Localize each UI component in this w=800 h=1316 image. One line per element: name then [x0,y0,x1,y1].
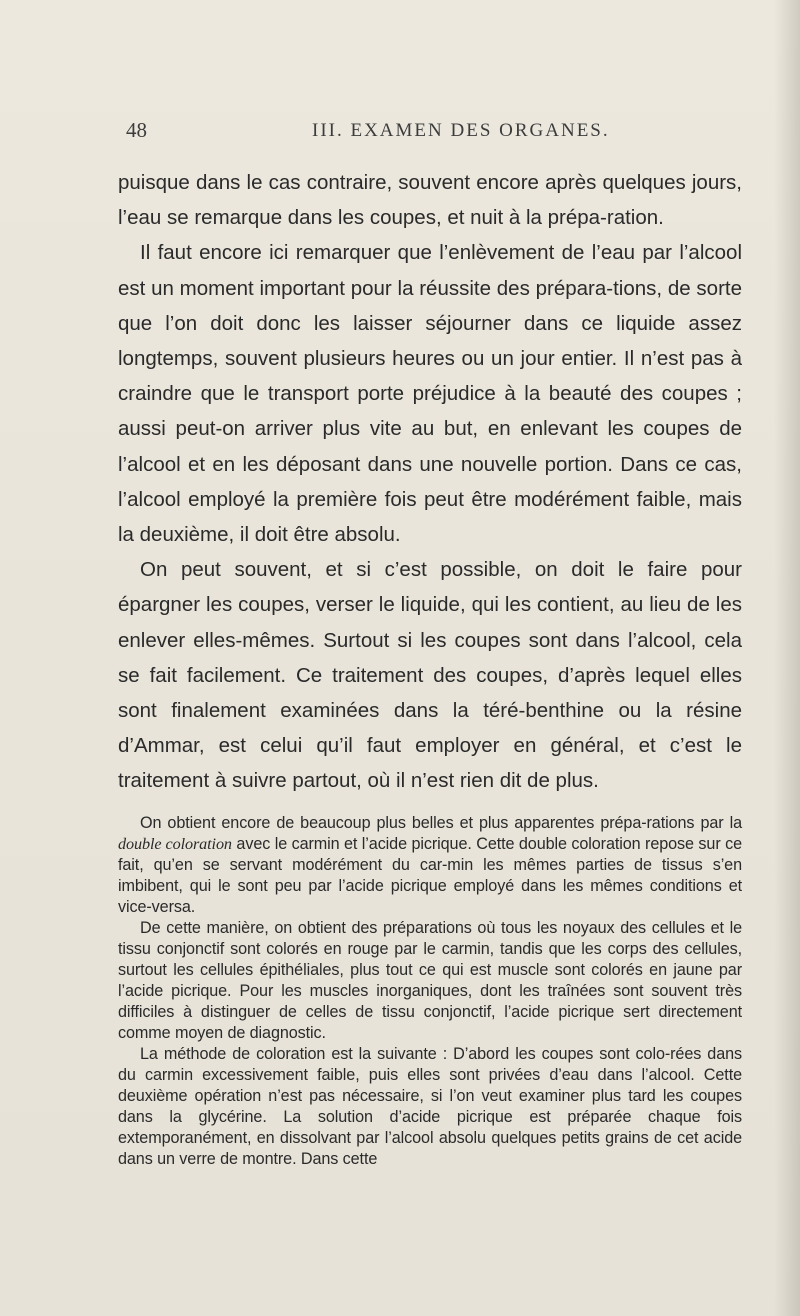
paragraph-double-coloration [118,813,742,918]
paragraph-pouring-liquid: On peut souvent, et si c’est possible, on doit le faire pour épargner les coupes, verser le liquide, qui les contient, au lieu de les enlever elles-mêmes. Surtout si les coupes sont dans l’alcool, cela se fait facilement. Ce traitement des coupes, d’après lequel elles sont finalement examinées dans la téré-benthine ou la résine d’Ammar, est celui qu’il faut employer en général, et c’est le traitement à suivre partout, où il n’est rien dit de plus. [118,558,742,793]
paragraph-alcohol-removal: Il faut encore ici remarquer que l’enlèvement de l’eau par l’alcool est un moment important pour la réussite des prépara-tions, de sorte que l’on doit donc les laisser séjourner dans ce liquide assez longtemps, souvent plusieurs heures ou un jour entier. Il n’est pas à craindre que le transport porte préjudice à la beauté des coupes ; aussi peut-on arriver plus vite au but, en enlevant les coupes de l’alcool et en les déposant dans une nouvelle portion. Dans ce cas, l’alcool employé la première fois peut être modérément faible, mais la deuxième, il doit être absolu. [118,241,742,547]
page-header [126,118,726,148]
paragraph-continuation: puisque dans le cas contraire, souvent encore après quelques jours, l’eau se remarque dans les coupes, et nuit à la prépa-ration. [118,171,742,230]
page-edge-shadow [774,0,800,1316]
small-print-section [118,813,742,1170]
text-segment: avec le carmin et l’acide picrique. Cette double coloration repose sur ce fait, qu’en se servant modérément du car-min les mêmes parties de tissus s’en imbibent, qui le sont peu par l’acide picrique employé dans les mêmes conditions et vice-versa. [118,834,742,916]
body-text [118,165,742,1170]
large-print-section [118,165,742,799]
emphasized-term: double coloration [118,834,232,853]
paragraph-coloration-result: De cette manière, on obtient des préparations où tous les noyaux des cellules et le tissu conjonctif sont colorés en rouge par le carmin, tandis que les corps des cellules, surtout les cellules épithéliales, plus tout ce qui est muscle sont colorés en jaune par l’acide picrique. Pour les muscles inorganiques, dont les traînées sont souvent très difficiles à distinguer de celles de tissu conjonctif, l’acide picrique sert directement comme moyen de diagnostic. [118,918,742,1042]
text-segment: On obtient encore de beaucoup plus belles et plus apparentes prépa-rations par la [140,813,742,832]
paragraph-coloration-method: La méthode de coloration est la suivante : D’abord les coupes sont colo-rées dans du carmin excessivement faible, puis elles sont privées d’eau dans l’alcool. Cette deuxième opération n’est pas nécessaire, si l’on veut examiner plus tard les coupes dans la glycérine. La solution d’acide picrique est préparée chaque fois extemporanément, en dissolvant par l’alcool absolu quelques petits grains de cet acide dans un verre de montre. Dans cette [118,1044,742,1168]
running-head: III. EXAMEN DES ORGANES. [312,120,610,141]
page-number: 48 [126,118,147,142]
